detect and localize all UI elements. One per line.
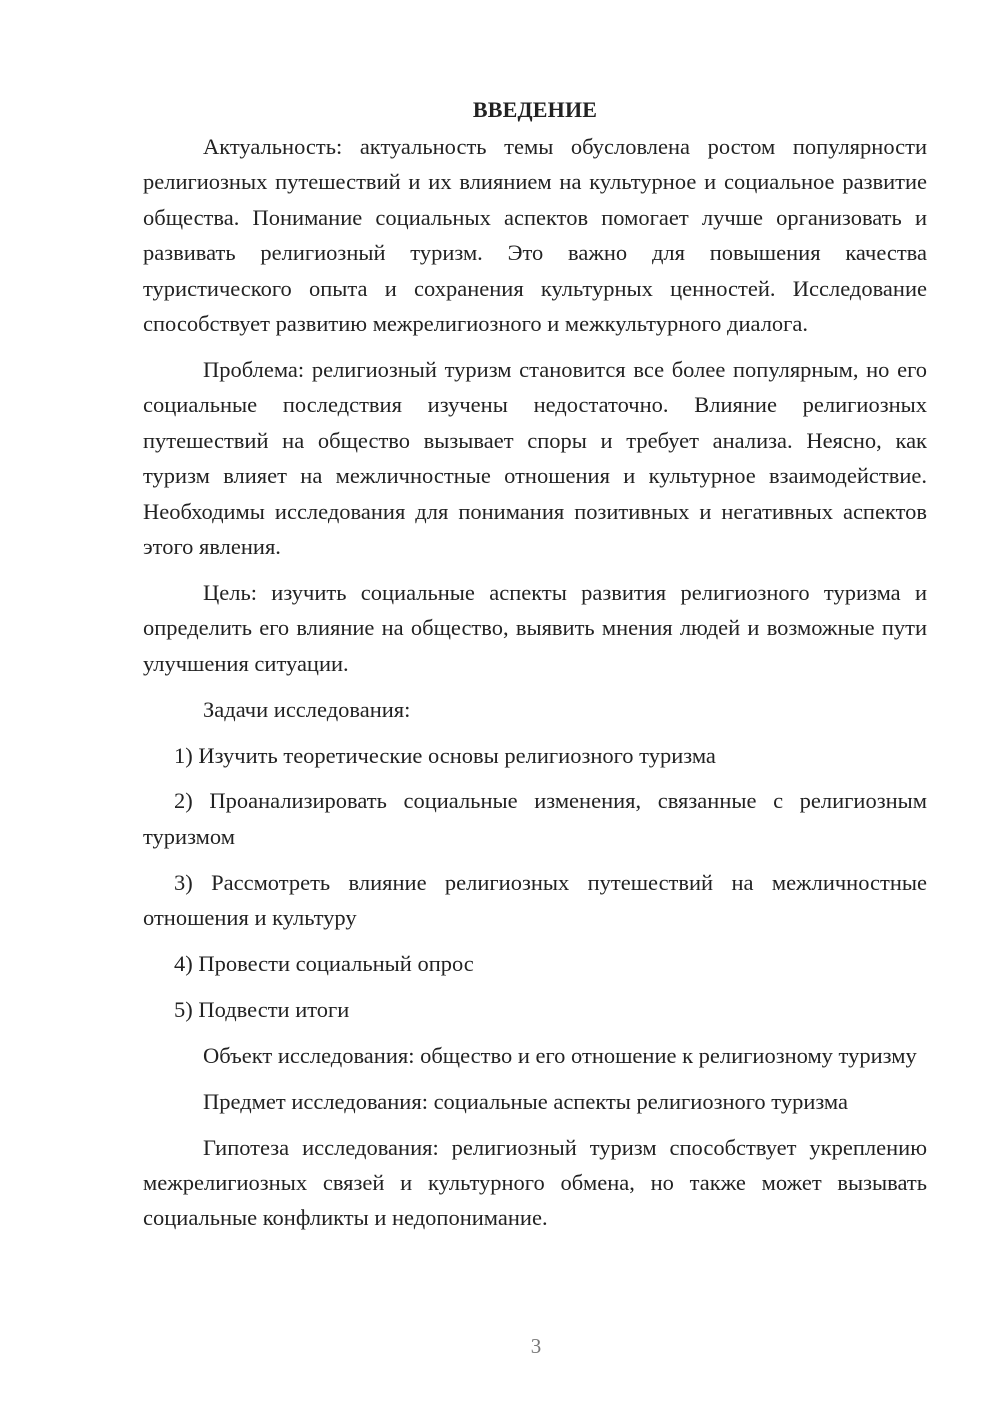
document-page xyxy=(143,95,927,1246)
object-paragraph: Объект исследования: общество и его отношение к религиозному туризму xyxy=(203,1042,917,1068)
task-item: 2) Проанализировать социальные изменения, связанные с религиозным туризмом xyxy=(143,788,927,849)
task-item: 3) Рассмотреть влияние религиозных путешествий на межличностные отношения и культуру xyxy=(143,869,927,931)
page-number: 3 xyxy=(530,1334,542,1358)
tasks-title: Задачи исследования: xyxy=(203,696,411,722)
task-item: 5) Подвести итоги xyxy=(174,996,350,1022)
problem-paragraph: Проблема: религиозный туризм становится все более популярным, но его социальные последствия изучены недостаточно. Влияние религиозных путешествий на общество вызывает споры и требует анализа. Неясно, как туризм влияет на межличностные отношения и культурное взаимодействие. Необходимы исследования для понимания позитивных и негативных аспектов этого явления. xyxy=(143,356,927,559)
task-item: 4) Провести социальный опрос xyxy=(174,951,474,977)
subject-paragraph: Предмет исследования: социальные аспекты религиозного туризма xyxy=(203,1088,849,1114)
goal-paragraph: Цель: изучить социальные аспекты развития религиозного туризма и определить его влияние на общество, выявить мнения людей и возможные пути улучшения ситуации. xyxy=(143,579,927,676)
section-heading: ВВЕДЕНИЕ xyxy=(472,97,598,122)
relevance-paragraph: Актуальность: актуальность темы обусловлена ростом популярности религиозных путешествий и их влиянием на культурное и социальное развитие общества. Понимание социальных аспектов помогает лучше организовать и развивать религиозный туризм. Это важно для повышения качества туристического опыта и сохранения культурных ценностей. Исследование способствует развитию межрелигиозного и межкультурного диалога. xyxy=(143,134,927,337)
task-item: 1) Изучить теоретические основы религиозного туризма xyxy=(174,742,716,768)
hypothesis-paragraph: Гипотеза исследования: религиозный туризм способствует укреплению межрелигиозных связей и культурного обмена, но также может вызывать социальные конфликты и недопонимание. xyxy=(143,1134,927,1231)
